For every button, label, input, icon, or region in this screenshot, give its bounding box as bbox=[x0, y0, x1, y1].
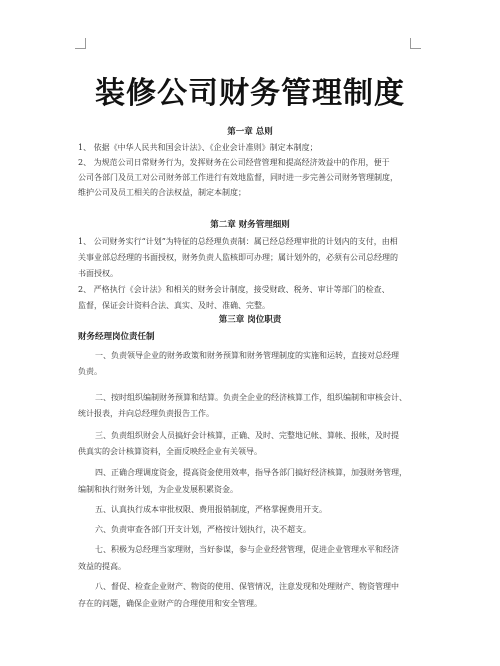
ch3-line-7: 四、正确合理调度资金，提高资金使用效率，指导各部门搞好经济核算，加强财务管理， bbox=[95, 468, 407, 477]
ch3-line-9: 五、认真执行成本审批权限、费用报销制度，严格掌握费用开支。 bbox=[95, 505, 327, 514]
ch3-line-1: 一、负责领导企业的财务政策和财务预算和财务管理制度的实施和运转，直接对总经理 bbox=[95, 351, 399, 360]
ch2-line-5: 监督，保证会计资料合法、真实、及时、准确、完整。 bbox=[78, 301, 270, 310]
ch1-line-4: 维护公司及员工相关的合法权益，制定本制度； bbox=[78, 188, 246, 197]
chapter-3-heading: 第三章 岗位职责 bbox=[218, 315, 282, 325]
chapter-1-heading: 第一章 总则 bbox=[227, 127, 273, 137]
corner-mark-left bbox=[75, 38, 86, 49]
ch3-line-4: 统计报表，并向总经理负责报告工作。 bbox=[78, 409, 214, 418]
document-title: 装修公司财务管理制度 bbox=[95, 76, 405, 111]
ch2-line-4: 2、 严格执行《会计法》和相关的财务会计制度，接受财政、税务、审计等部门的检查、 bbox=[78, 285, 390, 294]
ch2-line-1: 1、 公司财务实行“计划”为特征的总经理负责制：属已经总经理审批的计划内的支付，由相 bbox=[78, 237, 398, 246]
ch1-line-2: 2、 为规范公司日常财务行为，发挥财务在公司经营管理和提高经济效益中的作用，便于 bbox=[78, 158, 390, 167]
ch2-line-2: 关事业部总经理的书面授权，财务负责人监核即可办理；属计划外的，必须有公司总经理的 bbox=[78, 253, 398, 262]
ch3-line-11: 七、积极为总经理当家理财，当好参谋，参与企业经营管理，促进企业管理水平和经济 bbox=[95, 545, 399, 554]
ch2-line-3: 书面授权。 bbox=[78, 269, 118, 278]
ch3-line-10: 六、负责审查各部门开支计划，严格按计划执行，决不超支。 bbox=[95, 525, 311, 534]
ch3-line-2: 负责。 bbox=[78, 367, 102, 376]
chapter-2-heading: 第二章 财务管理细则 bbox=[210, 220, 290, 230]
ch1-line-1: 1、 依据《中华人民共和国会计法》、《企业会计准则》制定本制度； bbox=[78, 143, 318, 152]
ch3-line-6: 供真实的会计核算资料，全面反映经企业有关领导。 bbox=[78, 447, 262, 456]
ch3-line-13: 八、督促、检查企业财产、物资的使用、保管情况，注意发现和处理财产、物资管理中 bbox=[95, 582, 399, 591]
ch3-line-5: 三、负责组织财会人员搞好会计核算，正确、及时、完整地记帐、算帐、报帐，及时提 bbox=[95, 431, 399, 440]
ch3-line-14: 存在的问题，确保企业财产的合理使用和安全管理。 bbox=[78, 599, 262, 608]
ch3-line-3: 二、按时组织编制财务预算和结算。负责全企业的经济核算工作，组织编制和审核会计、 bbox=[95, 393, 407, 402]
corner-mark-right bbox=[410, 38, 421, 49]
ch3-line-12: 效益的提高。 bbox=[78, 562, 126, 571]
section-subheading: 财务经理岗位责任制 bbox=[78, 332, 155, 342]
ch1-line-3: 公司各部门及员工对公司财务部工作进行有效地监督，同时进一步完善公司财务管理制度， bbox=[78, 173, 398, 182]
ch3-line-8: 编制和执行财务计划，为企业发展积累资金。 bbox=[78, 485, 238, 494]
